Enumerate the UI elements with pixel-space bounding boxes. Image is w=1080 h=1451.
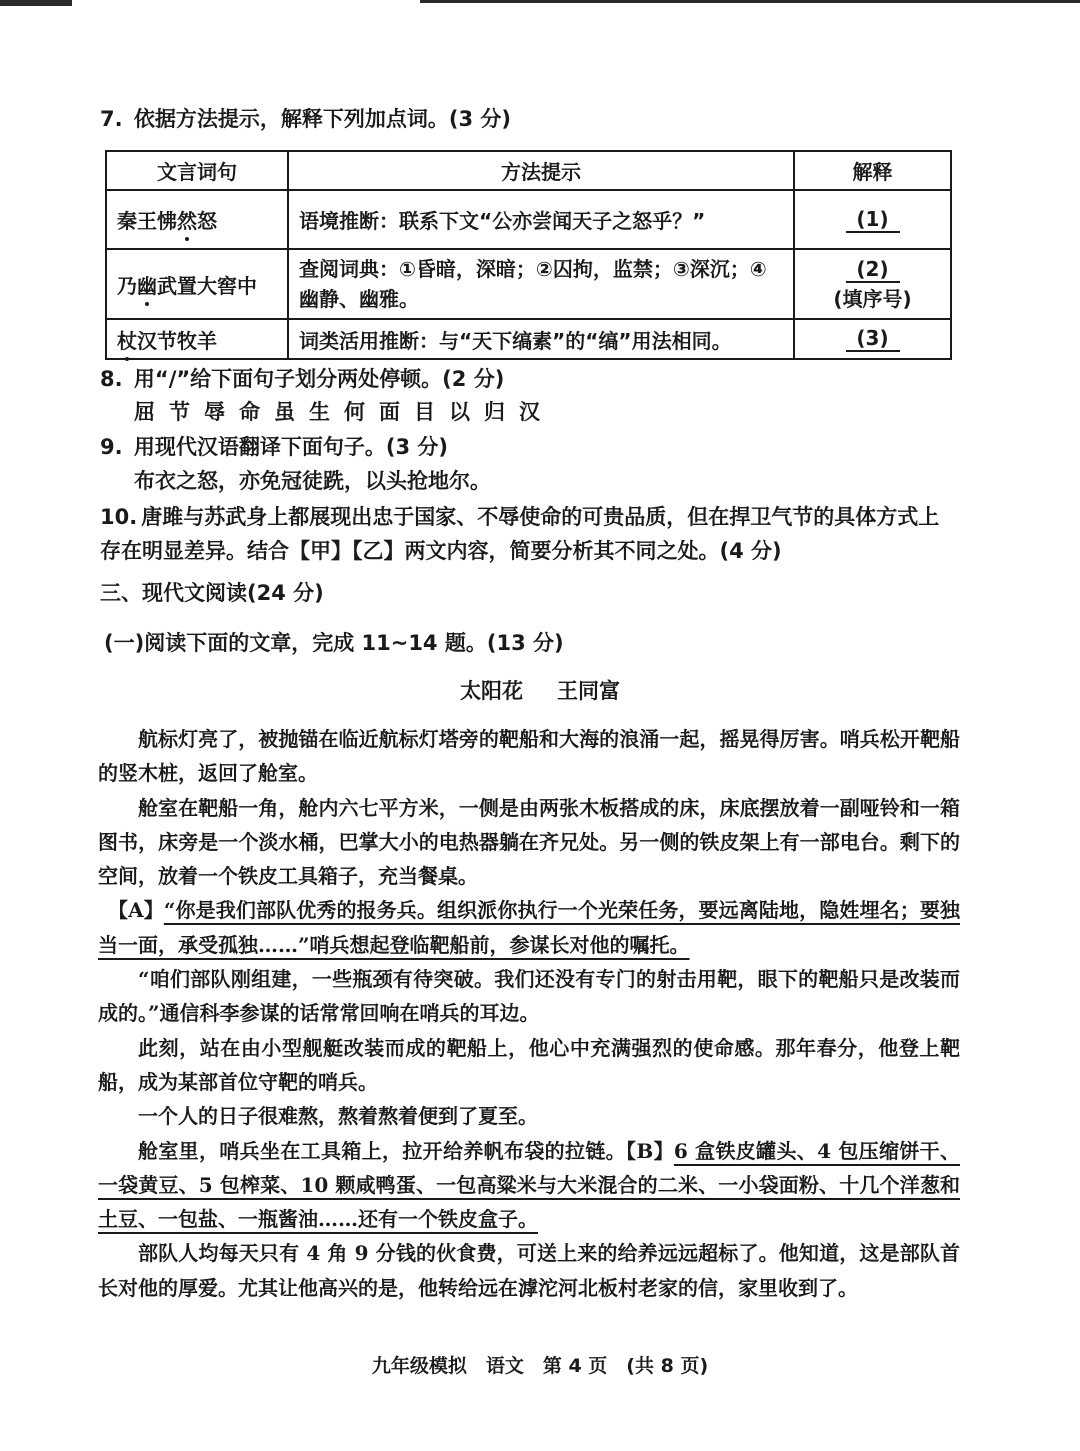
question-9: [100, 432, 448, 462]
answer-cell: [794, 249, 951, 319]
question-8: [100, 364, 504, 394]
essay-paragraph: [98, 893, 960, 962]
essay-paragraph: 航标灯亮了，被抛锚在临近航标灯塔旁的靶船和大海的浪涌一起，摇晃得厉害。哨兵松开靶船的竖木桩，返回了舱室。: [98, 727, 960, 786]
essay-title-text: 太阳花: [460, 679, 523, 703]
question-number: 10.: [100, 505, 138, 529]
table-row: [106, 319, 951, 359]
question-10-line: [100, 500, 970, 534]
answer-blank[interactable]: (1): [846, 207, 900, 233]
phrase-cell: [106, 319, 288, 359]
essay-paragraph: 一个人的日子很难熬，熬着熬着便到了夏至。: [138, 1104, 538, 1129]
question-text: 用“/”给下面句子划分两处停顿。(2 分): [133, 367, 505, 391]
table-header-cell: 文言词句: [106, 151, 288, 190]
table-header-row: [106, 151, 951, 190]
answer-blank[interactable]: (3): [846, 326, 900, 352]
phrase-text: 怒: [197, 209, 217, 233]
essay-paragraph: 此刻，站在由小型舰艇改装而成的靶船上，他心中充满强烈的使命感。那年春分，他登上靶船，成为某部首位守靶的哨兵。: [98, 1035, 960, 1094]
dotted-word: 幽: [137, 270, 157, 299]
hint-cell: 查阅词典：①昏暗，深暗；②囚拘，监禁；③深沉；④幽静、幽雅。: [288, 249, 794, 319]
question-10-line: 存在明显差异。结合【甲】【乙】两文内容，简要分析其不同之处。(4 分): [100, 539, 782, 563]
question-number: 7.: [100, 107, 123, 131]
essay-paragraph: “咱们部队刚组建，一些瓶颈有待突破。我们还没有专门的射击用靶，眼下的靶船只是改装而成的。”通信科李参谋的话常常回响在哨兵的耳边。: [98, 967, 960, 1026]
scan-edge-right: [420, 0, 1080, 3]
table-row: [106, 249, 951, 319]
essay-paragraph: 部队人均每天只有 4 角 9 分钱的伙食费，可送上来的给养远远超标了。他知道，这是部队首长对他的厚爱。尤其让他高兴的是，他转给远在滹沱河北板村老家的信，家里收到了。: [98, 1241, 960, 1300]
phrase-text: 武置大窖中: [157, 273, 257, 298]
question-text: 用现代汉语翻译下面句子。(3 分): [133, 435, 449, 459]
phrase-cell: [106, 190, 288, 249]
question-text: 依据方法提示，解释下列加点词。(3 分): [133, 107, 512, 131]
dotted-word: 然: [177, 205, 197, 234]
table-header-cell: 方法提示: [288, 151, 794, 190]
hint-cell: 语境推断：联系下文“公亦尝闻天子之怒乎？”: [288, 190, 794, 249]
essay-text: 舱室里，哨兵坐在工具箱上，拉开给养帆布袋的拉链。: [138, 1138, 626, 1163]
essay-paragraph: [98, 1134, 960, 1237]
question-7: [100, 104, 511, 134]
phrase-text: 汉节牧羊: [137, 328, 217, 353]
page-footer: 九年级模拟 语文 第 4 页 (共 8 页): [371, 1355, 709, 1377]
question-number: 9.: [100, 435, 123, 459]
answer-note: (填序号): [833, 287, 912, 311]
essay-body: [98, 722, 960, 1305]
question-number: 8.: [100, 367, 123, 391]
hint-cell: 词类活用推断：与“天下缟素”的“缟”用法相同。: [288, 319, 794, 359]
scan-edge-left: [0, 0, 72, 6]
answer-cell: [794, 190, 951, 249]
question-9-sentence: 布衣之怒，亦免冠徒跣，以头抢地尔。: [134, 468, 491, 493]
phrase-text: 秦王怫: [117, 209, 177, 233]
table-header-cell: 解释: [794, 151, 951, 190]
phrase-cell: [106, 249, 288, 319]
essay-author: 王同富: [557, 679, 620, 703]
underlined-passage: “你是我们部队优秀的报务兵。组织派你执行一个光荣任务，要远离陆地，隐姓埋名；要独当一面，承受孤独……”哨兵想起登临靶船前，参谋长对他的嘱托。: [98, 898, 960, 957]
section-heading: 三、现代文阅读(24 分): [100, 581, 324, 605]
dotted-word: 杖: [117, 325, 137, 354]
phrase-text: 乃: [117, 273, 137, 298]
marker-b: 【B】: [626, 1138, 674, 1163]
answer-blank[interactable]: (2): [846, 257, 900, 283]
essay-paragraph: 舱室在靶船一角，舱内六七平方米，一侧是由两张木板搭成的床，床底摆放着一副哑铃和一箱图书，床旁是一个淡水桶，巴掌大小的电热器躺在齐兄处。另一侧的铁皮架上有一部电台。剩下的空间，放着一个铁皮工具箱子，充当餐桌。: [98, 795, 960, 889]
question-text: 唐雎与苏武身上都展现出忠于国家、不辱使命的可贵品质，但在捍卫气节的具体方式上: [141, 505, 940, 529]
question-8-sentence: 屈节辱命虽生何面目以归汉: [134, 399, 554, 424]
word-explanation-table: [105, 150, 952, 360]
question-10: [100, 500, 970, 568]
underlined-passage: 6 盒铁皮罐头、4 包压缩饼干、一袋黄豆、5 包榨菜、10 颗咸鸭蛋、一包高粱米与大米混合的二米、一小袋面粉、十几个洋葱和土豆、一包盐、一瓶酱油……还有一个铁皮盒子。: [98, 1138, 960, 1232]
answer-cell: [794, 319, 951, 359]
essay-title: [0, 676, 1080, 706]
table-row: [106, 190, 951, 249]
marker-a: 【A】: [108, 898, 164, 923]
reading-instruction: (一)阅读下面的文章，完成 11~14 题。(13 分): [104, 631, 564, 655]
